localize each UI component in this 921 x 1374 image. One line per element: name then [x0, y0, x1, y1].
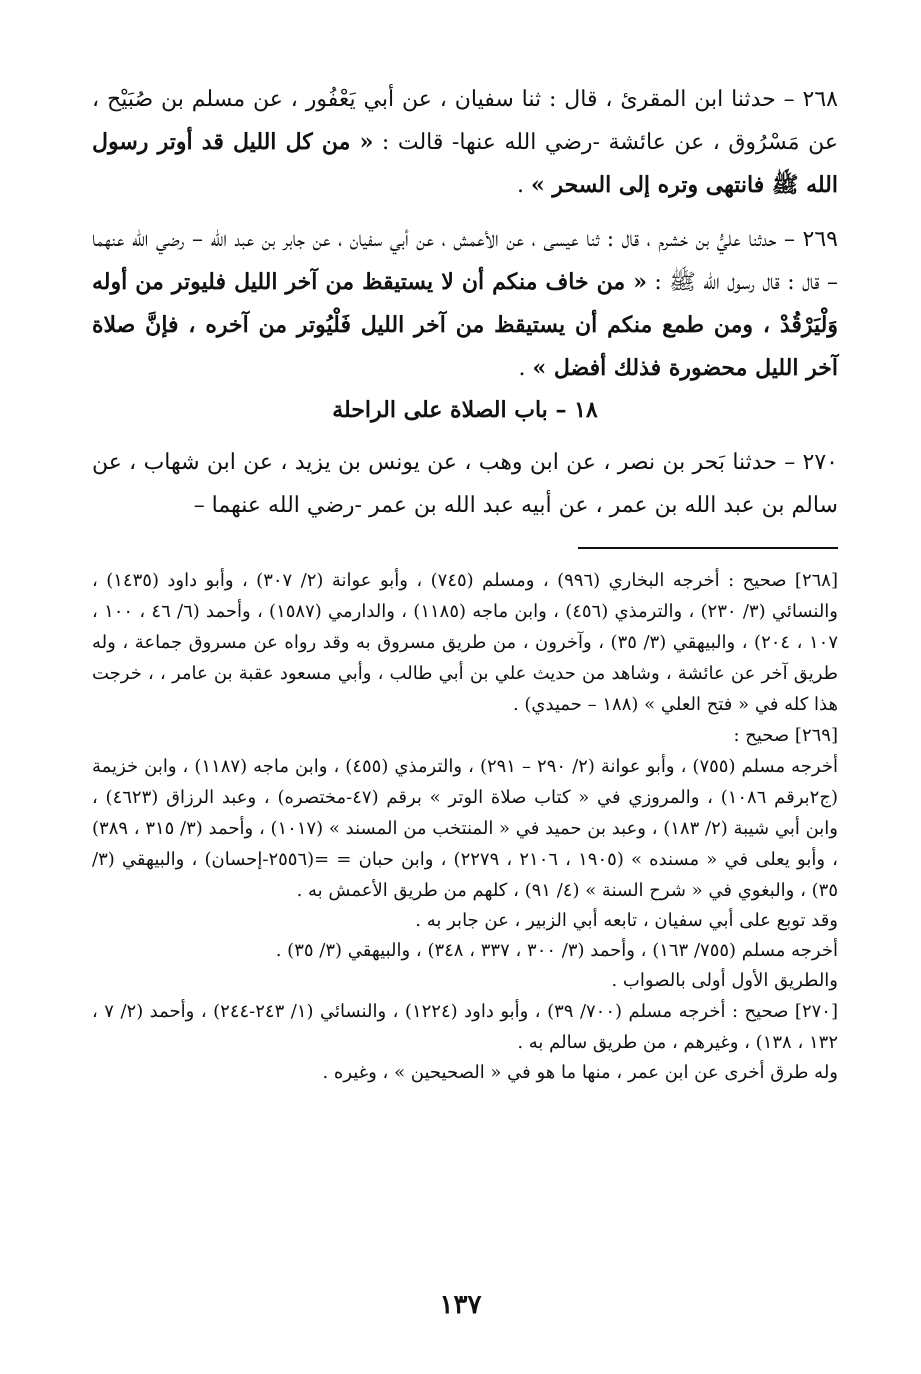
footnote-269-follow: وقد توبع على أبي سفيان ، تابعه أبي الزبير ، عن جابر به . [415, 910, 838, 931]
footnote-270: [٢٧٠] صحيح : أخرجه مسلم (٧٠٠/ ٣٩) ، وأبو داود (١٢٢٤) ، والنسائي (١/ ٢٤٣-٢٤٤) ، وأحمد (٢/ ٧ ، ١٣٢ ، ١٣٨) ، وغيرهم ، من طريق سالم به . [92, 1001, 838, 1053]
main-text [92, 78, 838, 527]
page-number: ١٣٧ [439, 1290, 482, 1320]
hadith-268-chain: ٢٦٨ – حدثنا ابن المقرئ ، قال : ثنا سفيان ، عن أبي يَعْفُور ، عن مسلم بن صُبَيْح ، عن مَسْرُوق ، عن عائشة -رضي الله عنها- قالت : [92, 87, 838, 155]
hadith-268-matn: « من كل الليل قد أوتر رسول الله ﷺ فانتهى وتره إلى السحر » [92, 129, 838, 198]
hadith-268-end: . [517, 173, 532, 198]
footnote-269-body: أخرجه مسلم (٧٥٥) ، وأبو عوانة (٢/ ٢٩٠ – ٢٩١) ، والترمذي (٤٥٥) ، وابن ماجه (١١٨٧) ، وابن خزيمة (ج٢برقم ١٠٨٦) ، والمروزي في « كتاب صلاة الوتر » برقم (٤٧-مختصره) ، وعبد الرزاق (٤٦٢٣) ، وابن أبي شيبة (٢/ ١٨٣) ، وعبد بن حميد في « المنتخب من المسند » (١٠١٧) ، وأحمد (٣/ ٣١٥ ، ٣٨٩) ، وأبو يعلى في « مسنده » (١٩٠٥ ، ٢١٠٦ ، ٢٢٧٩) ، وابن حبان = =(٢٥٥٦-إحسان) ، والبيهقي (٣/ ٣٥) ، والبغوي في « شرح السنة » (٤/ ٩١) ، كلهم من طريق الأعمش به . [92, 756, 838, 901]
hadith-269-matn: « من خاف منكم أن لا يستيقظ من آخر الليل فليوتر من أوله وَلْيَرْقُدْ ، ومن طمع منكم أن يستيقظ من آخر الليل فَلْيُوتر من آخره ، فإنَّ صلاة آخر الليل محضورة فذلك أفضل » [92, 269, 838, 381]
hadith-269-chain: ٢٦٩ – حدثنا عليُّ بن خشرم ، قال : ثنا عيسى ، عن الأعمش ، عن أبي سفيان ، عن جابر بن عبد الله – رضي الله عنهما – قال : قال رسول الله ﷺ : [92, 227, 838, 295]
hadith-268 [92, 78, 838, 207]
footnote-269-follow-ref: أخرجه مسلم (٧٥٥/ ١٦٣) ، وأحمد (٣/ ٣٠٠ ، ٣٣٧ ، ٣٤٨) ، والبيهقي (٣/ ٣٥) . [275, 940, 838, 961]
chapter-heading: ١٨ – باب الصلاة على الراحلة [332, 397, 598, 423]
footnote-270-other: وله طرق أخرى عن ابن عمر ، منها ما هو في « الصحيحين » ، وغيره . [322, 1062, 838, 1083]
hadith-270: ٢٧٠ – حدثنا بَحر بن نصر ، عن ابن وهب ، عن يونس بن يزيد ، عن ابن شهاب ، عن سالم بن عبد الله بن عمر ، عن أبيه عبد الله بن عمر -رضي الله عنهما – [92, 450, 838, 518]
footnote-269-heading: [٢٦٩] صحيح : [733, 725, 838, 746]
footnote-269-conclusion: والطريق الأول أولى بالصواب . [611, 970, 838, 991]
footnotes [92, 565, 838, 1088]
hadith-269 [92, 218, 838, 390]
footnote-268: [٢٦٨] صحيح : أخرجه البخاري (٩٩٦) ، ومسلم (٧٤٥) ، وأبو عوانة (٢/ ٣٠٧) ، وأبو داود (١٤٣٥) ، والنسائي (٣/ ٢٣٠) ، والترمذي (٤٥٦) ، وابن ماجه (١١٨٥) ، والدارمي (١٥٨٧) ، وأحمد (٦/ ٤٦ ، ١٠٠ ، ١٠٧ ، ٢٠٤) ، والبيهقي (٣/ ٣٥) ، وآخرون ، من طريق مسروق به وقد رواه عن مسروق جماعة ، وله طريق آخر عن عائشة ، وشاهد من حديث علي بن أبي طالب ، وأبي مسعود عقبة بن عامر ، ، خرجت هذا كله في « فتح العلي » (١٨٨ – حميدي) . [92, 570, 839, 715]
hadith-269-end: . [518, 356, 533, 381]
footnote-divider [578, 547, 838, 549]
